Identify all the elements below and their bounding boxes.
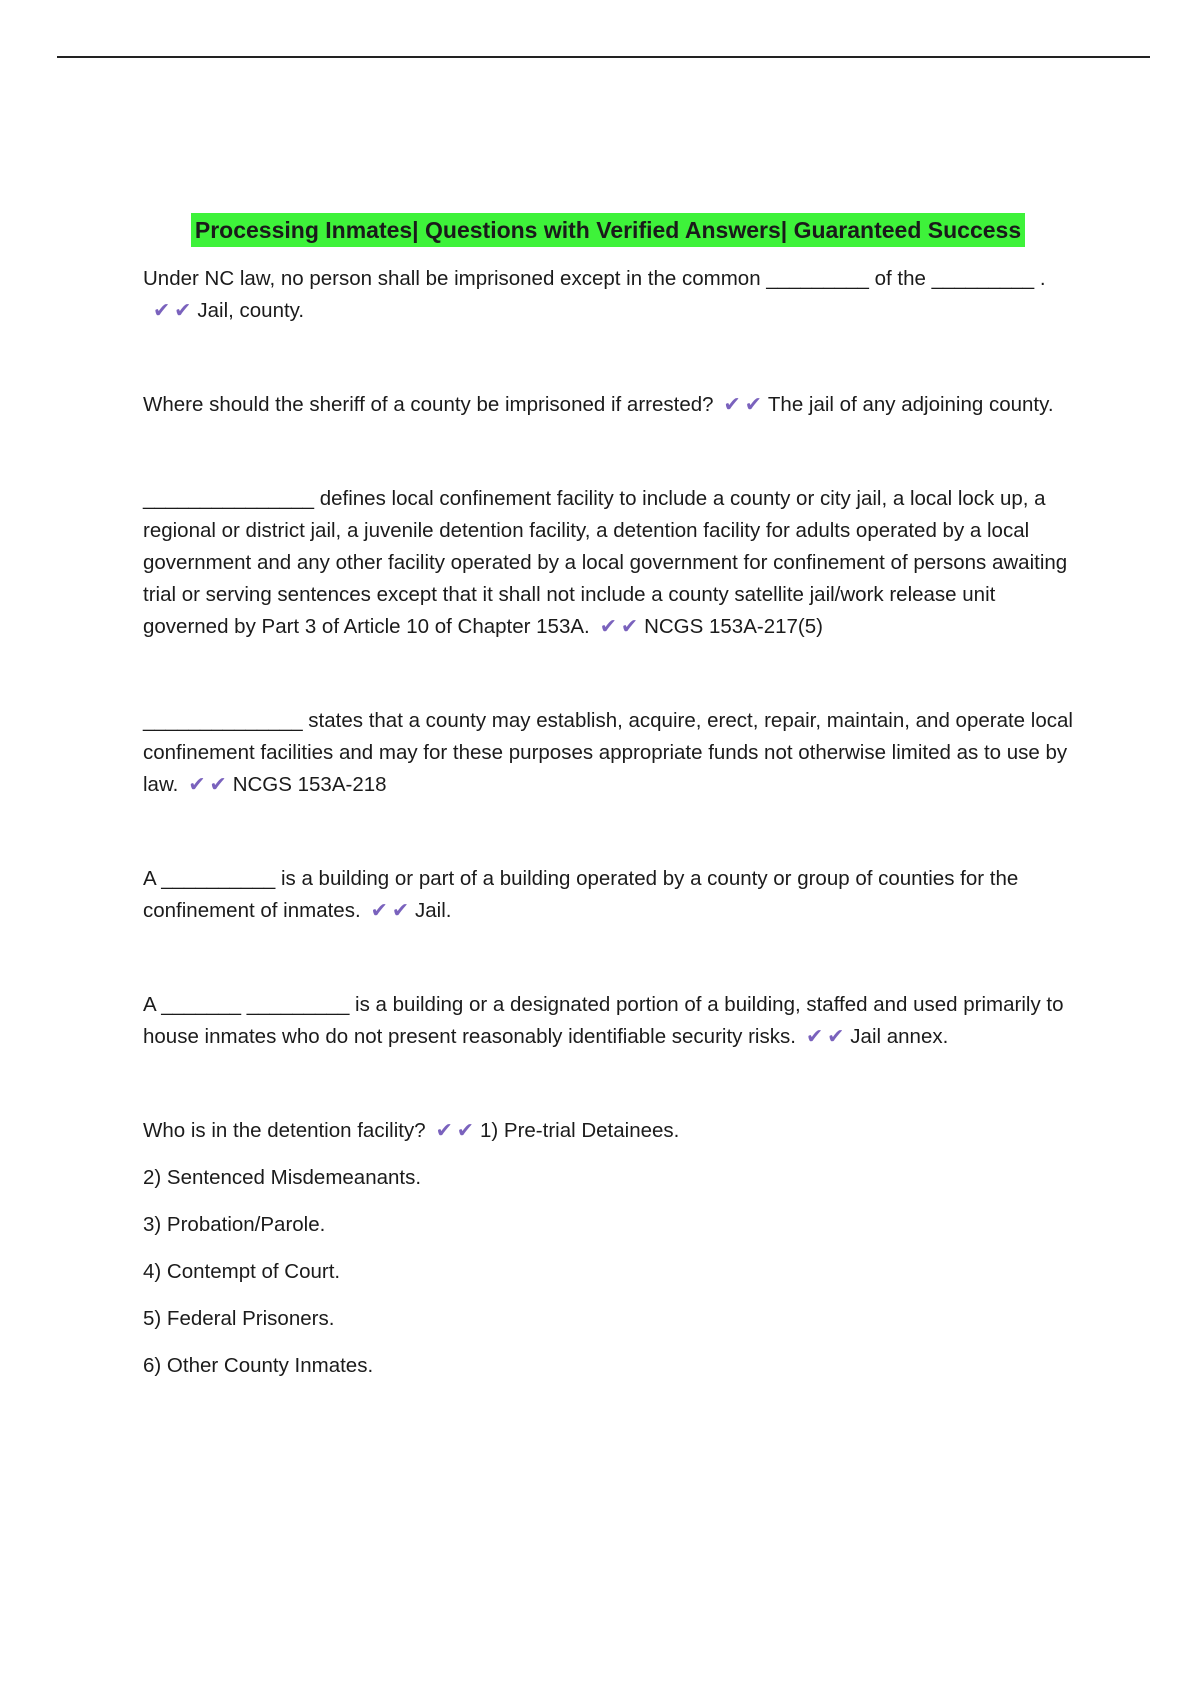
answer-text: 1) Pre-trial Detainees. — [479, 1119, 680, 1142]
title-block — [143, 213, 1073, 247]
document-title: Processing Inmates| Questions with Verified Answers| Guaranteed Success — [191, 213, 1025, 247]
question-text: Who is in the detention facility? — [143, 1119, 426, 1142]
qa-item-7 — [143, 1115, 1073, 1147]
answer-text: Jail annex. — [850, 1025, 949, 1048]
double-check-icon: ✔✔ — [188, 773, 231, 796]
double-check-icon: ✔✔ — [723, 393, 766, 416]
question-text: Where should the sheriff of a county be imprisoned if arrested? — [143, 393, 714, 416]
double-check-icon: ✔✔ — [805, 1025, 849, 1048]
list-item: 3) Probation/Parole. — [143, 1213, 326, 1236]
list-item: 6) Other County Inmates. — [143, 1354, 374, 1377]
list-item: 4) Contempt of Court. — [143, 1260, 341, 1283]
qa-item-2 — [143, 389, 1073, 421]
answer-text: NCGS 153A-218 — [232, 773, 387, 796]
answer-text: NCGS 153A-217(5) — [644, 615, 823, 638]
document-body — [143, 213, 1073, 1382]
qa-item-3 — [143, 483, 1073, 643]
answer-text: Jail, county. — [197, 299, 305, 322]
question-text: ______________ states that a county may establish, acquire, erect, repair, maintain, and operate local confinement facilities and may for these purposes appropriate funds not otherwise limited as to use by law. — [143, 709, 1073, 796]
qa-item-5 — [143, 863, 1073, 927]
question-text: Under NC law, no person shall be imprisoned except in the common _________ of the _________ . — [143, 267, 1046, 290]
answer-text: The jail of any adjoining county. — [767, 393, 1054, 416]
question-text: _______________ defines local confinement facility to include a county or city jail, a local lock up, a regional or district jail, a juvenile detention facility, a detention facility for adults operated by a local government and any other facility operated by a local government for confinement of persons awaiting trial or serving sentences except that it shall not include a county satellite jail/work release unit governed by Part 3 of Article 10 of Chapter 153A. — [143, 487, 1068, 638]
list-item: 2) Sentenced Misdemeanants. — [143, 1166, 422, 1189]
header-rule — [57, 56, 1150, 58]
qa-item-4 — [143, 705, 1073, 801]
answer-text: Jail. — [415, 899, 452, 922]
double-check-icon: ✔✔ — [370, 899, 414, 922]
question-text: A _______ _________ is a building or a designated portion of a building, staffed and used primarily to house inmates who do not present reasonably identifiable security risks. — [143, 993, 1064, 1048]
list-item: 5) Federal Prisoners. — [143, 1307, 335, 1330]
double-check-icon: ✔✔ — [153, 299, 196, 322]
double-check-icon: ✔✔ — [435, 1119, 478, 1142]
qa-item-1 — [143, 263, 1073, 327]
question-text: A __________ is a building or part of a building operated by a county or group of counties for the confinement of inmates. — [143, 867, 1019, 922]
qa-item-6 — [143, 989, 1073, 1053]
double-check-icon: ✔✔ — [599, 615, 643, 638]
